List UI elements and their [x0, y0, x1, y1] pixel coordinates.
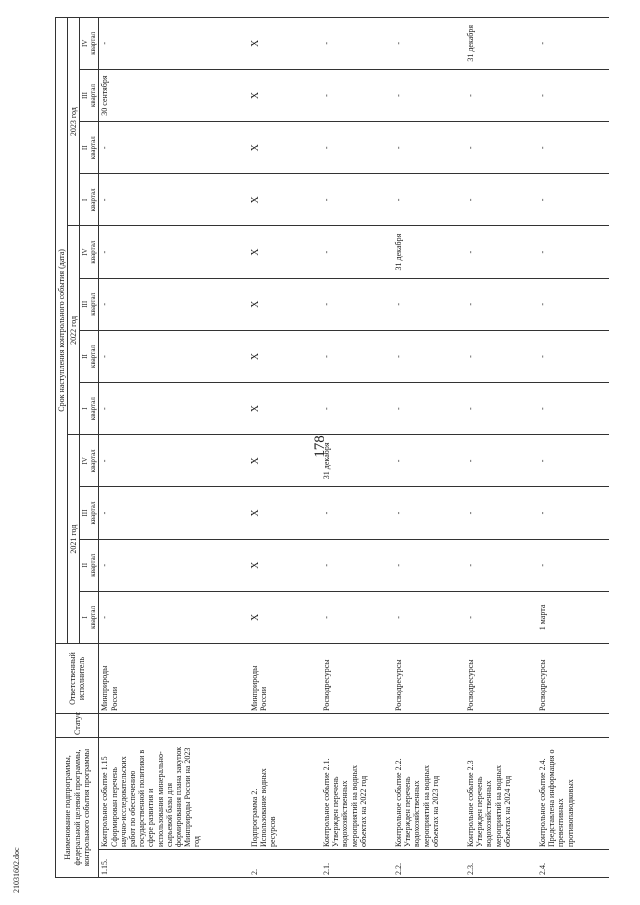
row-status: [393, 714, 465, 738]
row-date-cell: 31 декабря: [321, 435, 393, 487]
row-date-cell: -: [465, 122, 537, 174]
quarter-number: I: [81, 198, 90, 202]
row-date-cell: -: [321, 383, 393, 435]
quarter-number: II: [81, 354, 90, 359]
row-date-cell: -: [321, 69, 393, 121]
row-date-cell: -: [393, 122, 465, 174]
row-name: Подпрограмма 2. Использование водных ресурсов: [249, 738, 321, 850]
table-row: [249, 17, 321, 877]
row-name: Контрольное событие 2.1. Утвержден перечень водохозяйственных мероприятий на водных объектах на 2022 год: [321, 738, 393, 850]
quarter-number: IV: [81, 39, 90, 48]
header-quarter: [80, 278, 99, 330]
row-date-cell: -: [465, 69, 537, 121]
table-row: [537, 17, 609, 877]
quarter-word: квартал: [89, 292, 98, 316]
header-quarter: [80, 122, 99, 174]
row-date-cell: -: [465, 226, 537, 278]
row-date-cell: -: [99, 591, 249, 643]
header-responsible: Ответственный исполнитель: [56, 644, 99, 714]
row-date-cell: -: [393, 278, 465, 330]
row-date-cell: -: [393, 591, 465, 643]
row-date-cell: -: [465, 278, 537, 330]
row-date-cell: -: [537, 487, 609, 539]
row-date-cell: -: [99, 226, 249, 278]
row-responsible: Росводресурсы: [465, 644, 537, 714]
quarter-word: квартал: [89, 553, 98, 577]
row-date-cell: -: [537, 226, 609, 278]
row-responsible: Росводресурсы: [321, 644, 393, 714]
header-quarter: [80, 539, 99, 591]
quarter-number: II: [81, 562, 90, 568]
quarter-word: квартал: [89, 240, 98, 264]
header-quarter: [80, 591, 99, 643]
row-responsible: Росводресурсы: [537, 644, 609, 714]
quarter-word: квартал: [89, 188, 98, 212]
footer-filename: 21031602.doc: [12, 847, 21, 893]
quarter-word: квартал: [89, 84, 98, 107]
row-date-cell: -: [393, 539, 465, 591]
row-date-cell: -: [537, 383, 609, 435]
header-quarter: [80, 17, 99, 69]
header-year: 2022 год: [68, 226, 80, 435]
row-name: Контрольное событие 2.2. Утвержден перечень водохозяйственных мероприятий на водных объектах на 2023 год: [393, 738, 465, 850]
quarter-word: квартал: [89, 501, 98, 525]
quarter-word: квартал: [89, 31, 98, 55]
header-term: Срок наступления контрольного события (дата): [56, 17, 68, 643]
table-row: [321, 17, 393, 877]
row-date-cell: -: [537, 435, 609, 487]
row-date-cell: -: [537, 278, 609, 330]
quarter-number: IV: [81, 457, 90, 465]
row-date-cell: -: [393, 69, 465, 121]
header-quarter: [80, 435, 99, 487]
row-number: 2.4.: [537, 850, 609, 878]
row-name: Контрольное событие 1.15 Сформирован перечень научно-исследовательских работ по обеспечению государственной политики в сфере развития и использования минерально-сырьевой базы для формирования плана закупок Минприроды России на 2023 год: [99, 738, 249, 850]
header-year: 2023 год: [68, 17, 80, 226]
row-status: [537, 714, 609, 738]
row-date-cell: -: [537, 174, 609, 226]
row-date-cell: -: [99, 383, 249, 435]
row-date-cell: -: [393, 383, 465, 435]
row-date-cell: -: [99, 435, 249, 487]
row-date-cell: -: [465, 383, 537, 435]
row-date-cell: -: [465, 174, 537, 226]
row-name: Контрольное событие 2.4. Представлена информация о превентивных противопаводковых: [537, 738, 609, 850]
table-row: [393, 17, 465, 877]
row-date-cell: -: [99, 487, 249, 539]
quarter-number: IV: [81, 248, 90, 256]
row-date-cell: -: [321, 174, 393, 226]
row-date-cell: -: [393, 174, 465, 226]
row-date-cell: -: [537, 122, 609, 174]
row-date-cell: -: [465, 487, 537, 539]
control-events-table: [55, 17, 609, 878]
row-date-cell: -: [465, 539, 537, 591]
row-number: 2.2.: [393, 850, 465, 878]
header-row-term: [56, 17, 68, 877]
row-date-cell: 31 декабря: [393, 226, 465, 278]
row-date-cell: -: [321, 17, 393, 69]
row-date-cell: X: [249, 122, 321, 174]
row-date-cell: X: [249, 17, 321, 69]
row-date-cell: X: [249, 226, 321, 278]
row-date-cell: -: [321, 330, 393, 382]
page-number: 178: [311, 435, 328, 458]
quarter-word: квартал: [89, 136, 98, 160]
row-date-cell: X: [249, 591, 321, 643]
row-date-cell: -: [321, 278, 393, 330]
row-status: [321, 714, 393, 738]
row-status: [249, 714, 321, 738]
row-date-cell: X: [249, 487, 321, 539]
quarter-number: II: [81, 145, 90, 151]
row-date-cell: -: [321, 539, 393, 591]
row-date-cell: -: [99, 17, 249, 69]
row-date-cell: -: [465, 435, 537, 487]
row-date-cell: X: [249, 435, 321, 487]
row-date-cell: -: [393, 487, 465, 539]
row-date-cell: 30 сентября: [99, 69, 249, 121]
quarter-word: квартал: [89, 397, 98, 421]
quarter-word: квартал: [89, 605, 98, 629]
row-date-cell: -: [537, 69, 609, 121]
quarter-number: I: [81, 616, 90, 619]
row-date-cell: X: [249, 383, 321, 435]
row-date-cell: -: [537, 539, 609, 591]
row-status: [465, 714, 537, 738]
row-date-cell: 31 декабря: [465, 17, 537, 69]
header-year: 2021 год: [68, 435, 80, 644]
row-number: 1.15.: [99, 850, 249, 878]
quarter-number: III: [81, 92, 90, 100]
row-date-cell: 1 марта: [537, 591, 609, 643]
row-responsible: Минприроды России: [249, 644, 321, 714]
row-date-cell: -: [393, 330, 465, 382]
header-quarter: [80, 226, 99, 278]
header-quarter: [80, 383, 99, 435]
row-number: 2.: [249, 850, 321, 878]
quarter-number: III: [81, 300, 90, 308]
row-date-cell: -: [99, 330, 249, 382]
row-date-cell: -: [393, 17, 465, 69]
row-date-cell: X: [249, 278, 321, 330]
row-date-cell: X: [249, 330, 321, 382]
row-date-cell: -: [99, 278, 249, 330]
row-date-cell: -: [321, 591, 393, 643]
row-date-cell: X: [249, 69, 321, 121]
row-date-cell: -: [537, 330, 609, 382]
row-date-cell: -: [321, 487, 393, 539]
header-quarter: [80, 174, 99, 226]
row-date-cell: -: [465, 591, 537, 643]
header-quarter: [80, 487, 99, 539]
row-responsible: Минприроды России: [99, 644, 249, 714]
row-date-cell: X: [249, 174, 321, 226]
header-status: Статус: [56, 714, 99, 738]
row-date-cell: -: [465, 330, 537, 382]
table-row: [465, 17, 537, 877]
row-date-cell: -: [393, 435, 465, 487]
row-number: 2.3.: [465, 850, 537, 878]
row-date-cell: -: [321, 122, 393, 174]
header-quarter: [80, 330, 99, 382]
table-row: [99, 17, 249, 877]
row-date-cell: -: [321, 226, 393, 278]
row-responsible: Росводресурсы: [393, 644, 465, 714]
row-date-cell: X: [249, 539, 321, 591]
row-date-cell: -: [537, 17, 609, 69]
row-number: 2.1.: [321, 850, 393, 878]
row-status: [99, 714, 249, 738]
header-quarter: [80, 69, 99, 121]
row-date-cell: -: [99, 122, 249, 174]
quarter-number: III: [81, 509, 90, 517]
row-date-cell: -: [99, 539, 249, 591]
header-name: Наименование подпрограммы, федеральной целевой программы, контрольного события программы: [56, 738, 99, 878]
quarter-number: I: [81, 407, 90, 410]
quarter-word: квартал: [89, 345, 98, 368]
rotated-table-container: [55, 18, 600, 878]
quarter-word: квартал: [89, 449, 98, 473]
row-name: Контрольное событие 2.3 Утвержден перечень водохозяйственных мероприятий на водных объектах на 2024 год: [465, 738, 537, 850]
row-date-cell: -: [99, 174, 249, 226]
